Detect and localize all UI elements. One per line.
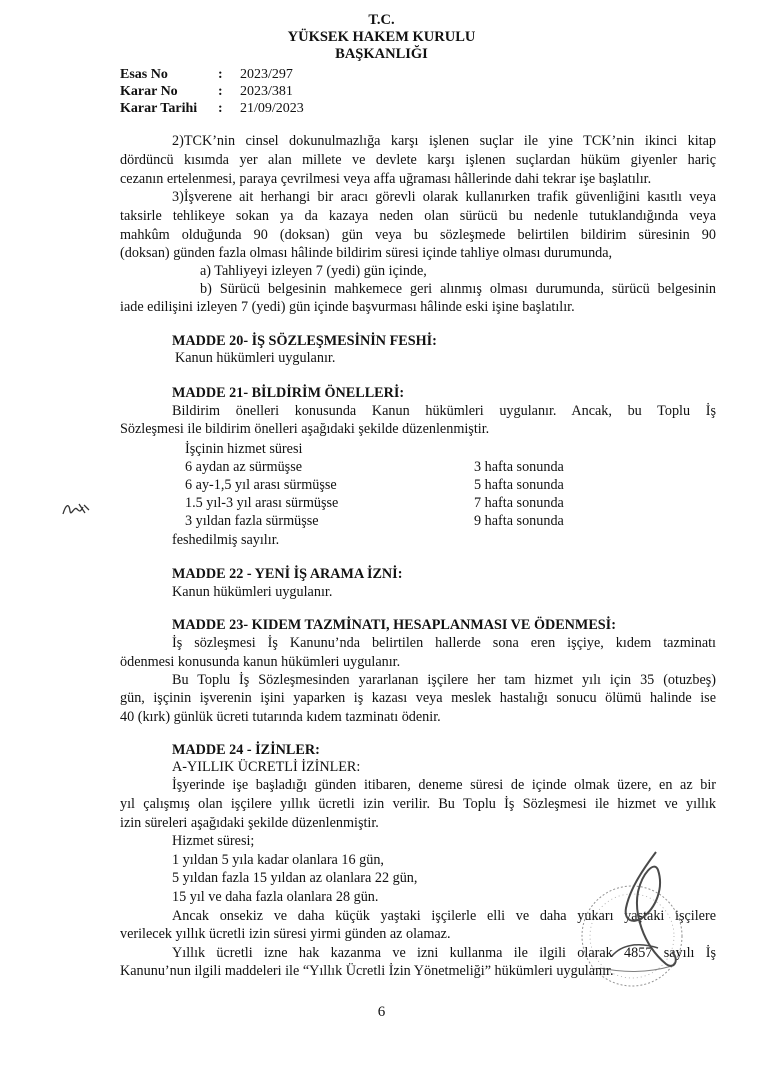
text-line: a) Tahliyeyi izleyen 7 (yedi) gün içinde, <box>200 263 427 279</box>
leave-list-item: 15 yıl ve daha fazla olanlara 28 gün. <box>172 889 379 905</box>
case-number-value: 2023/297 <box>240 67 293 82</box>
text-line: verilecek yıllık ücretli izin süresi yirmi günden az olamaz. <box>120 926 451 942</box>
text-line: Bu Toplu İş Sözleşmesinden yararlanan işçilere her tam hizmet yılı için 35 (otuzbeş) <box>172 672 716 688</box>
text-line: iade edilişini izleyen 7 (yedi) gün içinde başvurması hâlinde eski işine başlatılır. <box>120 299 575 315</box>
leave-list-head: Hizmet süresi; <box>172 833 255 849</box>
article-20-title: MADDE 20- İŞ SÖZLEŞMESİNİN FESHİ: <box>172 333 437 349</box>
page-number: 6 <box>377 1004 386 1020</box>
notice-period: 3 hafta sonunda <box>474 459 564 475</box>
annual-leave-subtitle: A-YILLIK ÜCRETLİ İZİNLER: <box>172 759 361 775</box>
notice-table-head: İşçinin hizmet süresi <box>185 441 303 457</box>
notice-period: 9 hafta sonunda <box>474 513 564 529</box>
decision-date-label: Karar Tarihi <box>120 101 198 116</box>
text-line: feshedilmiş sayılır. <box>172 532 280 548</box>
text-line: 40 (kırk) günlük ücreti tutarında kıdem tazminatı ödenir. <box>120 709 441 725</box>
decision-date-value: 21/09/2023 <box>240 101 304 116</box>
header-institution: YÜKSEK HAKEM KURULU <box>287 29 476 45</box>
text-line: mahkûm olduğunda 90 (doksan) gün veya bu sözleşmede belirtilen bildirim süresinin 90 <box>120 227 716 243</box>
text-line: cezanın ertelenmesi, paraya çevrilmesi veya affa uğraması hâllerinde dahi tekrar işe başlatılır. <box>120 171 652 187</box>
text-line: b) Sürücü belgesinin mahkemece geri alınmış olması durumunda, sürücü belgesinin <box>200 281 716 297</box>
text-line: Kanunu’nun ilgili maddeleri ile “Yıllık Ücretli İzin Yönetmeliği” hükümleri uygulanır. <box>120 963 614 979</box>
article-21-title: MADDE 21- BİLDİRİM ÖNELLERİ: <box>172 385 405 401</box>
text-line: taksirle tehlikeye sokan ya da kazaya neden olan sürücü bu nedenle tutuklandığında veya <box>120 208 716 224</box>
signature-stamp-icon <box>560 848 710 998</box>
text-line: ödenmesi konusunda kanun hükümleri uygulanır. <box>120 654 401 670</box>
notice-period: 5 hafta sonunda <box>474 477 564 493</box>
text-line: gün, işçinin işverenin işini yaparken iş kazası veya meslek hastalığı sonucu ölümü halinde ise <box>120 690 716 706</box>
text-line: Ancak onsekiz ve daha küçük yaştaki işçilerle elli ve daha yukarı yaştaki işçilere <box>172 908 716 924</box>
text-line: Yıllık ücretli izne hak kazanma ve izni kullanma ile ilgili olarak 4857 sayılı İş <box>172 945 716 961</box>
text-line: (doksan) günden fazla olması hâlinde bildirim süresi içinde tahliye olması durumunda, <box>120 245 613 261</box>
text-line: izin süreleri aşağıdaki şekilde düzenlenmiştir. <box>120 815 379 831</box>
text-line: İşyerinde işe başladığı günden itibaren, deneme süresi de içinde olmak üzere, en az bir <box>172 777 716 793</box>
text-line: Kanun hükümleri uygulanır. <box>172 584 333 600</box>
case-number-label: Esas No <box>120 67 168 82</box>
colon: : <box>218 101 223 116</box>
handwritten-initial-icon <box>60 498 94 520</box>
text-line: 2)TCK’nin cinsel dokunulmazlığa karşı işlenen suçlar ile yine TCK’nin ikinci kitap <box>172 133 716 149</box>
decision-number-value: 2023/381 <box>240 84 293 99</box>
text-line: Bildirim önelleri konusunda Kanun hükümleri uygulanır. Ancak, bu Toplu İş <box>172 403 716 419</box>
text-line: yıl çalışmış olan işçilere yıllık ücretli izin verilir. Bu Toplu İş Sözleşmesi ile hizmet ve yıllık <box>120 796 716 812</box>
case-info-row <box>120 66 304 83</box>
notice-period: 7 hafta sonunda <box>474 495 564 511</box>
text-line: 3)İşverene ait herhangi bir aracı görevli olarak kullanırken trafik güvenliğini kasıtlı veya <box>172 189 716 205</box>
service-period: 6 ay-1,5 yıl arası sürmüşse <box>185 477 337 493</box>
text-line: dördüncü kısımda yer alan millete ve devlete karşı işlenen suçlardan hüküm giyenler hariç <box>120 152 716 168</box>
decision-number-label: Karar No <box>120 84 178 99</box>
colon: : <box>218 67 223 82</box>
header-tc: T.C. <box>368 12 395 28</box>
service-period: 1.5 yıl-3 yıl arası sürmüşse <box>185 495 339 511</box>
service-period: 3 yıldan fazla sürmüşse <box>185 513 319 529</box>
article-22-title: MADDE 22 - YENİ İŞ ARAMA İZNİ: <box>172 566 403 582</box>
leave-list-item: 1 yıldan 5 yıla kadar olanlara 16 gün, <box>172 852 384 868</box>
header-presidency: BAŞKANLIĞI <box>335 46 428 62</box>
case-info-row <box>120 83 304 100</box>
leave-list-item: 5 yıldan fazla 15 yıldan az olanlara 22 gün, <box>172 870 418 886</box>
article-24-title: MADDE 24 - İZİNLER: <box>172 742 320 758</box>
colon: : <box>218 84 223 99</box>
text-line: Kanun hükümleri uygulanır. <box>175 350 336 366</box>
case-info-row <box>120 100 304 117</box>
text-line: İş sözleşmesi İş Kanunu’nda belirtilen hallerde sona eren işçiye, kıdem tazminatı <box>172 635 716 651</box>
case-info <box>120 66 304 117</box>
article-23-title: MADDE 23- KIDEM TAZMİNATI, HESAPLANMASI VE ÖDENMESİ: <box>172 617 616 633</box>
text-line: Sözleşmesi ile bildirim önelleri aşağıdaki şekilde düzenlenmiştir. <box>120 421 490 437</box>
service-period: 6 aydan az sürmüşse <box>185 459 303 475</box>
